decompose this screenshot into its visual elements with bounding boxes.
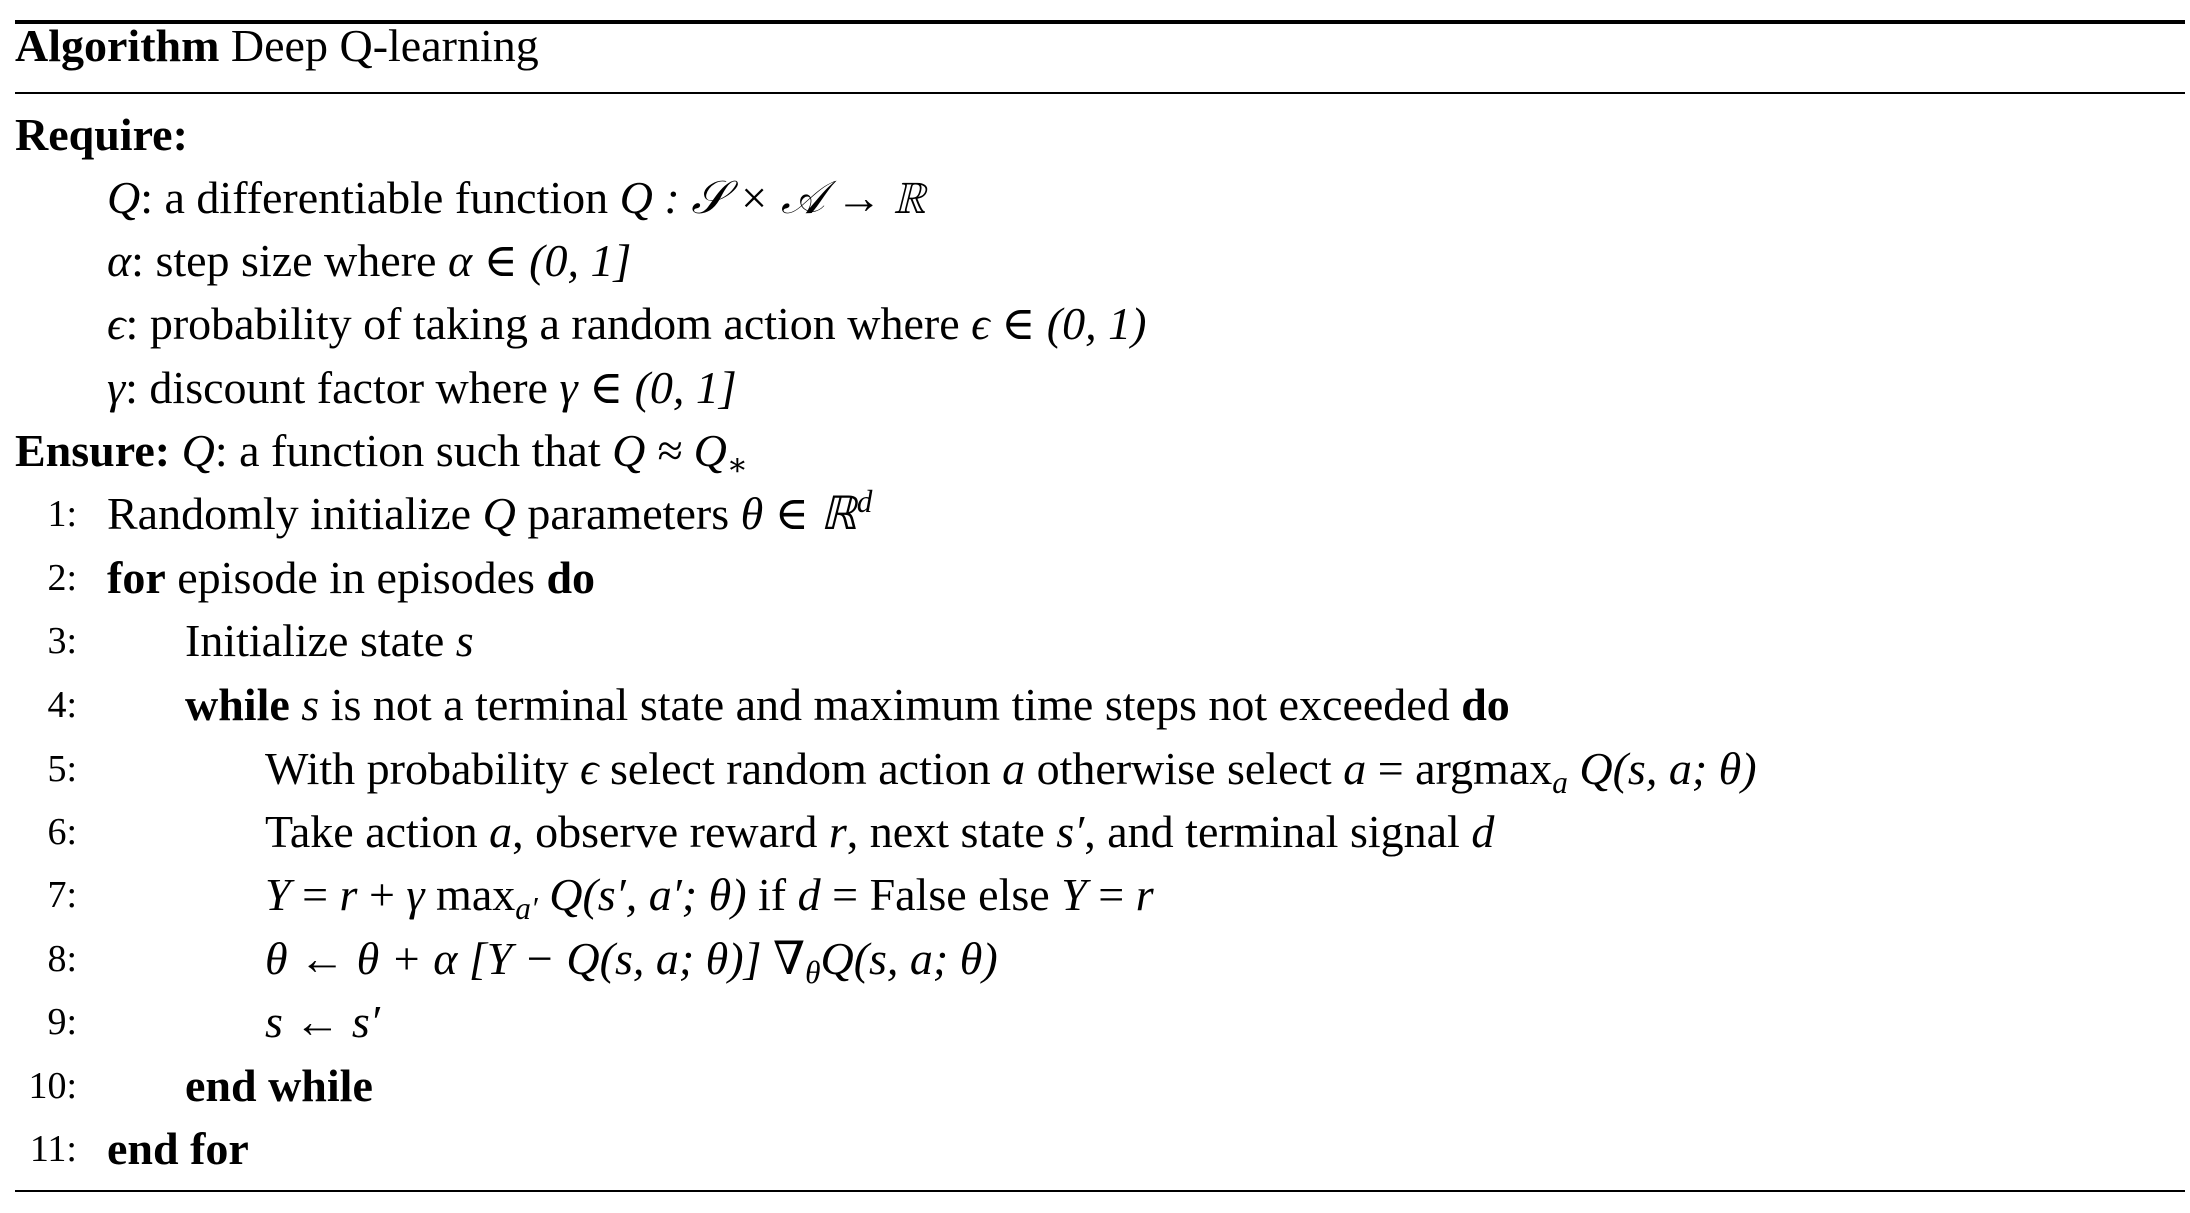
step-3 bbox=[0, 609, 2190, 673]
require-item-epsilon bbox=[0, 292, 2190, 356]
step-5 bbox=[0, 737, 2190, 801]
step-text: episode in episodes bbox=[165, 552, 547, 603]
require-symbol: γ bbox=[107, 362, 126, 413]
math-var: s bbox=[455, 615, 474, 666]
colon: : bbox=[140, 172, 154, 223]
step-text: = False else bbox=[820, 869, 1062, 920]
step-text: , next state bbox=[846, 806, 1057, 857]
step-text: is not a terminal state and maximum time steps not exceeded bbox=[319, 679, 1462, 730]
math-var: d bbox=[797, 869, 821, 920]
require-symbol: Q bbox=[107, 172, 141, 223]
ensure-symbol: Q bbox=[181, 425, 215, 476]
math-subscript: θ bbox=[805, 954, 821, 990]
math-expr: Q(s, a; θ) bbox=[1567, 743, 1757, 794]
step-9 bbox=[0, 990, 2190, 1054]
math-var: d bbox=[1471, 806, 1495, 857]
step-text: With probability bbox=[265, 743, 580, 794]
line-number: 1: bbox=[47, 493, 77, 535]
keyword-do: do bbox=[546, 552, 596, 603]
math-expr: Q(s′, a′; θ) bbox=[537, 869, 747, 920]
step-6 bbox=[0, 800, 2190, 864]
step-text: , observe reward bbox=[512, 806, 829, 857]
math-subscript: a bbox=[1552, 764, 1568, 800]
step-text: Randomly initialize bbox=[107, 488, 483, 539]
require-text: probability of taking a random action where bbox=[138, 298, 972, 349]
line-number: 9: bbox=[47, 1001, 77, 1043]
math-var: r bbox=[828, 806, 847, 857]
require-heading bbox=[0, 103, 2190, 167]
step-text: Initialize state bbox=[185, 615, 456, 666]
caption-label: Algorithm bbox=[15, 20, 220, 71]
step-4 bbox=[0, 673, 2190, 737]
math-var: s′ bbox=[1056, 806, 1085, 857]
colon: : bbox=[125, 362, 138, 413]
bottom-rule bbox=[15, 1190, 2185, 1192]
line-number: 5: bbox=[47, 748, 77, 790]
caption-rule bbox=[15, 92, 2185, 94]
math-subscript: a′ bbox=[515, 890, 538, 926]
step-10 bbox=[0, 1054, 2190, 1118]
step-text: select random action bbox=[598, 743, 1003, 794]
step-8 bbox=[0, 927, 2190, 991]
line-number: 10: bbox=[28, 1065, 77, 1107]
step-11 bbox=[0, 1117, 2190, 1181]
math-operator: = bbox=[290, 869, 340, 920]
math-var: r bbox=[339, 869, 358, 920]
math-operator: + bbox=[357, 869, 407, 920]
line-number: 2: bbox=[47, 557, 77, 599]
math-var: ϵ bbox=[580, 743, 599, 794]
keyword-while: while bbox=[185, 679, 290, 730]
math-var: γ bbox=[406, 869, 425, 920]
step-7 bbox=[0, 863, 2190, 927]
require-symbol: ϵ bbox=[107, 298, 126, 349]
ensure-math: Q ≈ Q bbox=[612, 425, 727, 476]
line-number: 4: bbox=[47, 684, 77, 726]
step-1 bbox=[0, 482, 2190, 546]
math-var: Q bbox=[482, 488, 516, 539]
require-text: discount factor where bbox=[137, 362, 560, 413]
step-text: , and terminal signal bbox=[1084, 806, 1472, 857]
step-text: if bbox=[746, 869, 798, 920]
step-text: otherwise select bbox=[1025, 743, 1344, 794]
math-expr: θ ← θ + α [Y − Q(s, a; θ)] ∇ bbox=[265, 933, 806, 984]
ensure-label: Ensure: bbox=[15, 425, 171, 476]
colon: : bbox=[131, 235, 144, 286]
math-operator: = bbox=[1086, 869, 1136, 920]
math-operator: = argmax bbox=[1366, 743, 1553, 794]
keyword-do: do bbox=[1461, 679, 1510, 730]
colon: : bbox=[214, 425, 228, 476]
math-var: a bbox=[489, 806, 513, 857]
math-var: Y bbox=[265, 869, 291, 920]
math-var: r bbox=[1135, 869, 1154, 920]
keyword-for: for bbox=[107, 552, 166, 603]
ensure-math-subscript: ∗ bbox=[726, 446, 749, 482]
require-item-gamma bbox=[0, 356, 2190, 420]
line-number: 6: bbox=[47, 811, 77, 853]
line-number: 8: bbox=[47, 938, 77, 980]
require-math: Q : 𝒮 × 𝒜 → ℝ bbox=[619, 172, 926, 223]
step-text: parameters bbox=[515, 488, 741, 539]
ensure-text: a function such that bbox=[227, 425, 613, 476]
require-label: Require: bbox=[15, 109, 188, 160]
require-text: a differentiable function bbox=[153, 172, 620, 223]
keyword-end-for: end for bbox=[107, 1123, 249, 1174]
require-math: α ∈ (0, 1] bbox=[447, 235, 632, 286]
require-item-alpha bbox=[0, 229, 2190, 293]
math-var: a bbox=[1343, 743, 1367, 794]
algorithm-title: Deep Q-learning bbox=[230, 20, 539, 71]
math-var: Y bbox=[1061, 869, 1087, 920]
require-item-q bbox=[0, 166, 2190, 230]
math-var: a bbox=[1002, 743, 1026, 794]
math-var: s bbox=[289, 679, 320, 730]
step-text: Take action bbox=[265, 806, 490, 857]
math-operator: max bbox=[424, 869, 516, 920]
math-superscript: d bbox=[856, 483, 873, 519]
algorithm-caption bbox=[0, 14, 2190, 78]
require-text: step size where bbox=[143, 235, 448, 286]
require-math: ϵ ∈ (0, 1) bbox=[971, 298, 1147, 349]
math-expr: θ ∈ ℝ bbox=[740, 488, 857, 539]
line-number: 3: bbox=[47, 620, 77, 662]
math-expr: Q(s, a; θ) bbox=[820, 933, 998, 984]
math-expr: s ← s′ bbox=[265, 996, 380, 1047]
step-2 bbox=[0, 546, 2190, 610]
ensure-line bbox=[0, 419, 2190, 483]
colon: : bbox=[125, 298, 139, 349]
line-number: 7: bbox=[47, 874, 77, 916]
require-math: γ ∈ (0, 1] bbox=[559, 362, 737, 413]
require-symbol: α bbox=[107, 235, 132, 286]
line-number: 11: bbox=[29, 1128, 77, 1170]
keyword-end-while: end while bbox=[185, 1060, 373, 1111]
